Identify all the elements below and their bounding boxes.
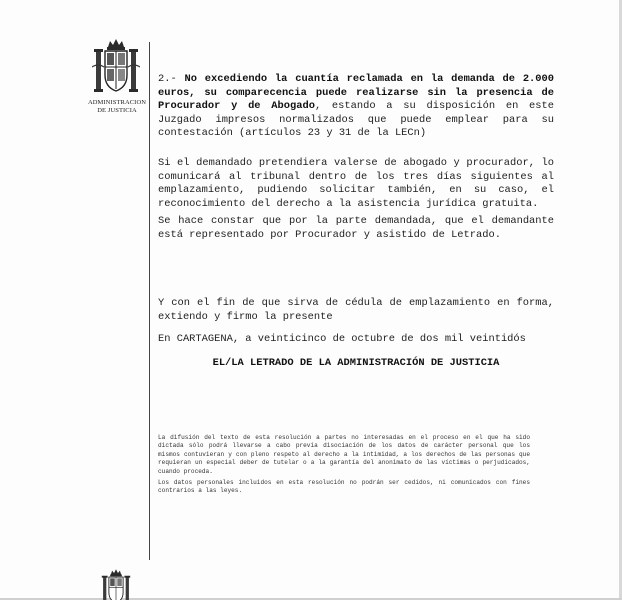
privacy-notice: La difusión del texto de esta resolución a partes no interesadas en el proceso en el que ha sido dictada sólo podrá llevarse a cabo previa disociación de los datos de carácter personal que los mismos contuvieran y con pleno respeto al derecho a la intimidad, a los derechos de las personas que requieran un especial deber de tutelar o a la garantía del anonimato de las víctimas o perjudicados, cuando proceda.: [158, 434, 530, 475]
paragraph-rest-text: , estando a su disposición en este Juzgado impresos normalizados que puede emplear para su contestación (artículos 23 y 31 de la LECn): [158, 100, 554, 140]
paragraph-number: 2.-: [158, 73, 185, 85]
paragraph-closing: Y con el fin de que sirva de cédula de emplazamiento en forma, extiendo y firmo la presente: [158, 297, 554, 323]
coat-of-arms-icon: [96, 568, 136, 600]
signer-title: EL/LA LETRADO DE LA ADMINISTRACIÓN DE JUSTICIA: [212, 357, 500, 369]
paragraph-bold-text: No excediendo la cuantía reclamada en la demanda de 2.000 euros, su comparecencia puede realizarse sin la presencia de Procurador y de Abogado: [158, 73, 554, 113]
issuer-line-2: DE JUSTICIA: [97, 107, 137, 114]
paragraph-parties: Se hace constar que por la parte demandada, que el demandante está representado por Procurador y asistido de Letrado.: [158, 215, 554, 241]
data-protection-notice: Los datos personales incluidos en esta resolución no podrán ser cedidos, ni comunicados con fines contrarios a las leyes.: [158, 479, 530, 495]
paragraph-representation: [158, 73, 554, 141]
coat-of-arms-icon: [92, 37, 140, 99]
paragraph-legal-aid: Si el demandado pretendiera valerse de abogado y procurador, lo comunicará al tribunal dentro de los tres días siguientes al emplazamiento, pudiendo solicitar también, en su caso, el reconocimiento del derecho a la asistencia jurídica gratuita.: [158, 157, 554, 210]
place-and-date: En CARTAGENA, a veinticinco de octubre de dos mil veintidós: [158, 333, 526, 345]
issuer-line-1: ADMINISTRACION: [87, 99, 147, 106]
issuer-name: [86, 99, 148, 115]
margin-rule: [149, 42, 150, 560]
